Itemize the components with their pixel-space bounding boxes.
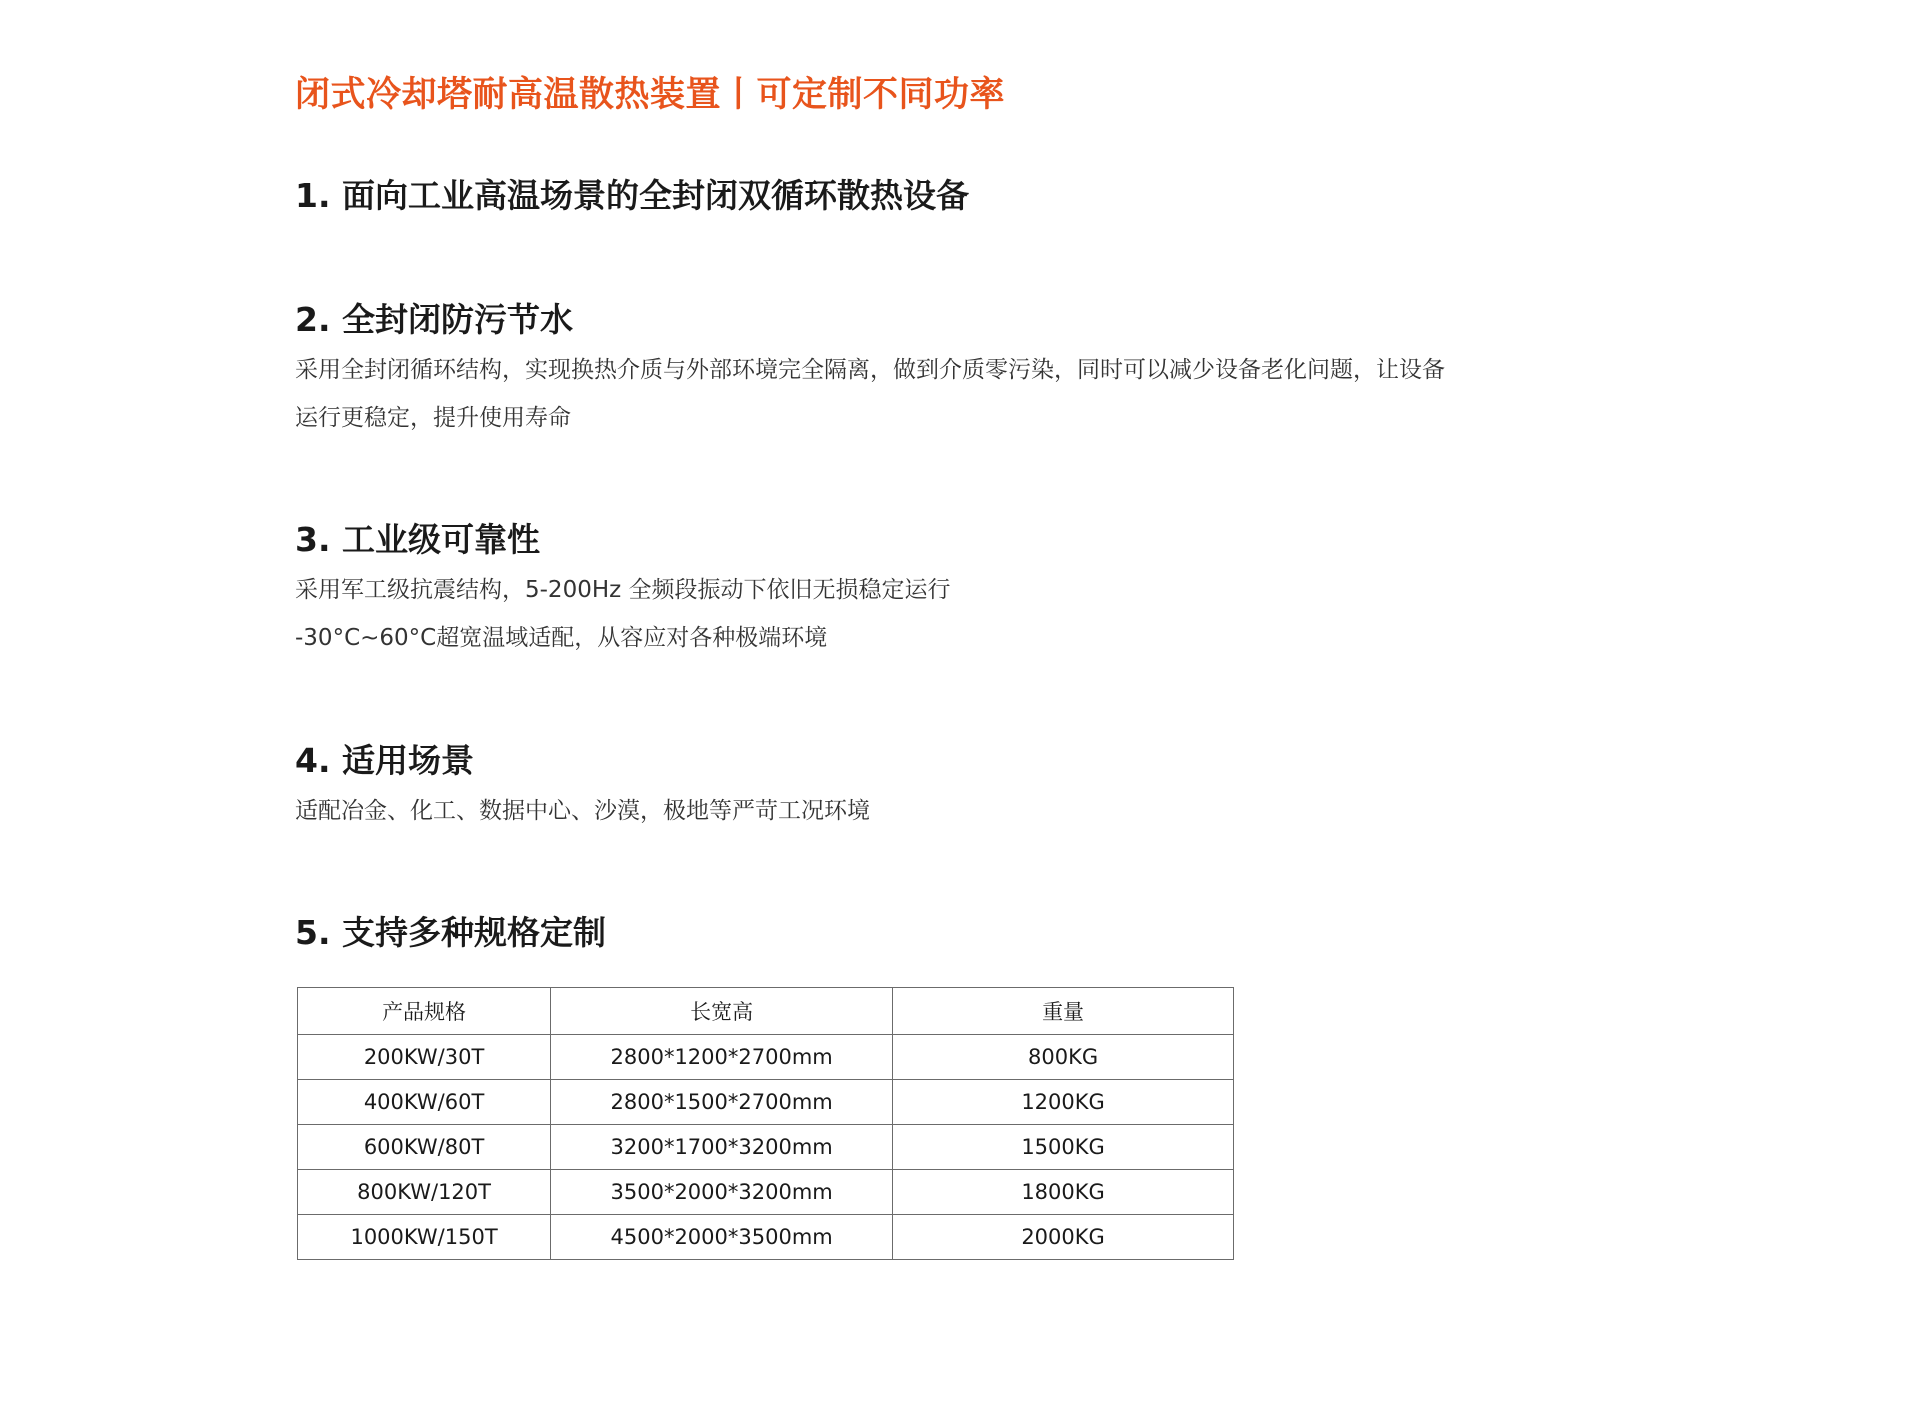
cell-weight: 800KG bbox=[893, 1035, 1234, 1080]
section-2-line-1: 采用全封闭循环结构，实现换热介质与外部环境完全隔离，做到介质零污染，同时可以减少设备老化问题，让设备 bbox=[295, 357, 1445, 383]
table-row bbox=[298, 1035, 1234, 1080]
cell-weight: 2000KG bbox=[893, 1215, 1234, 1260]
section-heading-2: 2. 全封闭防污节水 bbox=[295, 300, 573, 339]
cell-product-spec: 200KW/30T bbox=[298, 1035, 551, 1080]
cell-product-spec: 600KW/80T bbox=[298, 1125, 551, 1170]
section-heading-1: 1. 面向工业高温场景的全封闭双循环散热设备 bbox=[295, 176, 969, 215]
table-row bbox=[298, 1125, 1234, 1170]
cell-dimensions: 3500*2000*3200mm bbox=[551, 1170, 893, 1215]
cell-dimensions: 2800*1500*2700mm bbox=[551, 1080, 893, 1125]
section-heading-4: 4. 适用场景 bbox=[295, 741, 474, 780]
table-row bbox=[298, 1215, 1234, 1260]
section-3-line-1: 采用军工级抗震结构，5-200Hz 全频段振动下依旧无损稳定运行 bbox=[295, 577, 951, 603]
cell-weight: 1200KG bbox=[893, 1080, 1234, 1125]
cell-weight: 1500KG bbox=[893, 1125, 1234, 1170]
table-row bbox=[298, 1170, 1234, 1215]
table-row bbox=[298, 1080, 1234, 1125]
section-2-line-2: 运行更稳定，提升使用寿命 bbox=[295, 405, 571, 431]
cell-product-spec: 400KW/60T bbox=[298, 1080, 551, 1125]
cell-product-spec: 1000KW/150T bbox=[298, 1215, 551, 1260]
header-product-spec: 产品规格 bbox=[298, 988, 551, 1035]
section-4-line-1: 适配冶金、化工、数据中心、沙漠，极地等严苛工况环境 bbox=[295, 798, 870, 824]
cell-dimensions: 4500*2000*3500mm bbox=[551, 1215, 893, 1260]
page-title: 闭式冷却塔耐高温散热装置丨可定制不同功率 bbox=[295, 75, 1006, 115]
cell-weight: 1800KG bbox=[893, 1170, 1234, 1215]
spec-table bbox=[297, 987, 1234, 1260]
header-dimensions: 长宽高 bbox=[551, 988, 893, 1035]
cell-dimensions: 2800*1200*2700mm bbox=[551, 1035, 893, 1080]
section-heading-5: 5. 支持多种规格定制 bbox=[295, 913, 606, 952]
section-heading-3: 3. 工业级可靠性 bbox=[295, 520, 540, 559]
header-weight: 重量 bbox=[893, 988, 1234, 1035]
table-header-row bbox=[298, 988, 1234, 1035]
cell-product-spec: 800KW/120T bbox=[298, 1170, 551, 1215]
cell-dimensions: 3200*1700*3200mm bbox=[551, 1125, 893, 1170]
section-3-line-2: -30°C~60°C超宽温域适配，从容应对各种极端环境 bbox=[295, 625, 828, 651]
